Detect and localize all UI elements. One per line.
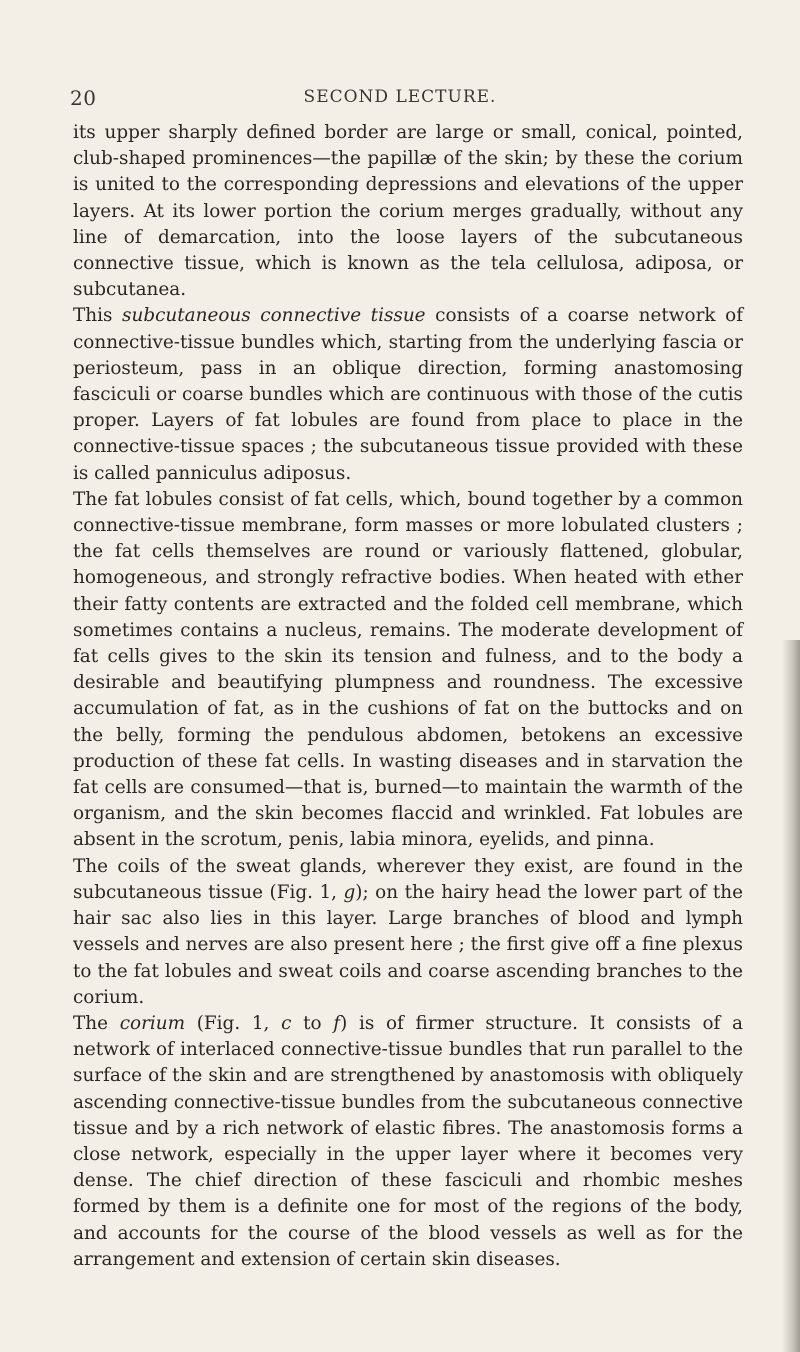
text-run: consists of a coarse network of connective-tissue bundles which, starting from the underlying fascia or periosteum, pass in an oblique direction, forming anastomosing fasciculi or coarse bundles which are continuous with those of the cutis proper. Layers of fat lobules are found from place to place in the connective-tissue spaces ; the subcutaneous tissue provided with these is called panniculus adiposus.: [73, 305, 744, 484]
paragraph-4: [73, 854, 743, 1011]
text-run: its upper sharply defined border are large or small, conical, pointed, club-shaped prominences—the papillæ of the skin; by these the corium is united to the corresponding depressions and elevations of the upper layers. At its lower portion the corium merges gradually, without any line of demarcation, into the loose layers of the subcutaneous connective tissue, which is known as the tela cellulosa, adiposa, or subcutanea.: [73, 122, 743, 301]
running-title: SECOND LECTURE.: [303, 87, 497, 107]
text-run: This: [73, 305, 123, 327]
italic-text: f: [333, 1012, 341, 1034]
paragraph-1: [73, 120, 743, 303]
page-number: 20: [70, 86, 97, 110]
text-run: The fat lobules consist of fat cells, which, bound together by a common connective-tissue membrane, form masses or more lobulated clusters ; the fat cells themselves are round or variously flattened, globular, homogeneous, and strongly refractive bodies. When heated with ether their fatty contents are extracted and the folded cell membrane, which sometimes contains a nucleus, remains. The moderate development of fat cells gives to the skin its tension and fulness, and to the body a desirable and beautifying plumpness and roundness. The excessive accumulation of fat, as in the cushions of fat on the buttocks and on the belly, forming the pendulous abdomen, betokens an excessive production of these fat cells. In wasting diseases and in starvation the fat cells are consumed—that is, burned—to maintain the warmth of the organism, and the skin becomes flaccid and wrinkled. Fat lobules are absent in the scrotum, penis, labia minora, eyelids, and pinna.: [73, 488, 743, 851]
italic-text: c: [281, 1012, 292, 1034]
italic-text: subcutaneous connective tissue: [122, 305, 426, 327]
paragraph-3: [73, 487, 743, 854]
italic-text: g: [343, 881, 356, 903]
text-run: ) is of firmer structure. It consists of a network of interlaced connective-tissue bundles that run parallel to the surface of the skin and are strengthened by anastomosis with obliquely ascending connective-tissue bundles from the subcutaneous connective tissue and by a rich network of elastic fibres. The anastomosis forms a close network, especially in the upper layer where it becomes very dense. The chief direction of these fasciculi and rhombic meshes formed by them is a definite one for most of the regions of the body, and accounts for the course of the blood vessels as well as for the arrangement and extension of certain skin diseases.: [73, 1012, 744, 1270]
text-run: (Fig. 1,: [185, 1012, 282, 1034]
paragraph-5: [73, 1011, 743, 1273]
page-edge-shadow: [782, 640, 800, 1352]
text-run: The: [73, 1012, 120, 1034]
text-run: ); on the hairy head the lower part of the hair sac also lies in this layer. Large branches of blood and lymph vessels and nerves are also present here ; the first give off a fine plexus to the fat lobules and sweat coils and coarse ascending branches to the corium.: [73, 881, 743, 1008]
text-run: to: [291, 1012, 334, 1034]
body-text: [73, 120, 743, 1273]
paragraph-2: [73, 303, 743, 486]
text-run: The coils of the sweat glands, wherever they exist, are found in the subcutaneous tissue (Fig. 1,: [73, 855, 743, 903]
italic-text: corium: [119, 1012, 186, 1034]
